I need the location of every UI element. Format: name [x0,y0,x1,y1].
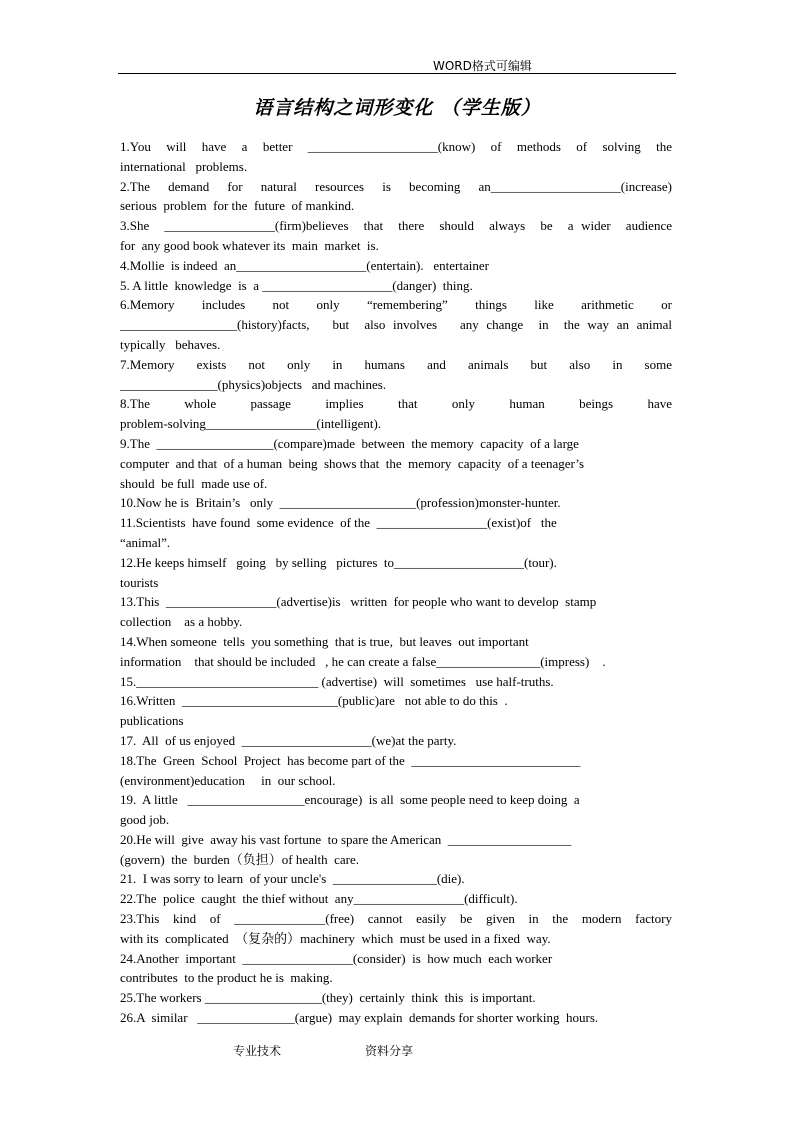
exercise-body [120,137,672,1028]
text-line: (govern) the burden（负担）of health care. [120,851,359,867]
text-line: with its complicated （复杂的）machinery which must be used in a fixed way. [120,930,551,946]
text-line: 22.The police caught the thief without any_________________(difficult). [120,891,518,907]
text-line: (environment)education in our school. [120,772,336,788]
text-line: 16.Written ________________________(public)are not able to do this . [120,693,508,709]
text-line: should be full made use of. [120,475,268,491]
text-line: 6.Memory includes not only “remembering” things like arithmetic or [120,297,672,313]
text-line: __________________(history)facts, but also involves any change in the way an animal [120,317,672,333]
text-line: 14.When someone tells you something that is true, but leaves out important [120,633,529,649]
text-line: 26.A similar _______________(argue) may explain demands for shorter working hours. [120,1010,599,1026]
text-line: 4.Mollie is indeed an____________________(entertain). entertainer [120,257,489,273]
text-line: 5. A little knowledge is a ____________________(danger) thing. [120,277,473,293]
text-line: _______________(physics)objects and machines. [120,376,387,392]
text-line: 17. All of us enjoyed ____________________(we)at the party. [120,732,457,748]
text-line: 13.This _________________(advertise)is written for people who want to develop stamp [120,594,597,610]
text-line: serious problem for the future of mankind. [120,198,355,214]
text-line: 2.The demand for natural resources is becoming an____________________(increase) [120,178,672,194]
footer-right: 资料分享 [365,1044,414,1058]
text-line: contributes to the product he is making. [120,970,333,986]
footer-left: 专业技术 [233,1044,282,1058]
text-line: for any good book whatever its main market is. [120,237,379,253]
text-line: 12.He keeps himself going by selling pictures to____________________(tour). [120,554,557,570]
text-line: information that should be included , he can create a false________________(impress) . [120,653,606,669]
header-rule [118,73,676,74]
text-line: 1.You will have a better ____________________(know) of methods of solving the [120,139,672,154]
page-title: 语言结构之词形变化 （学生版） [253,97,541,119]
text-line: tourists [120,574,159,590]
text-line: collection as a hobby. [120,614,243,630]
text-line: computer and that of a human being shows that the memory capacity of a teenager’s [120,455,585,471]
text-line: “animal”. [120,534,171,550]
text-line: 24.Another important _________________(consider) is how much each worker [120,950,553,966]
text-line: 10.Now he is Britain’s only _____________________(profession)monster-hunter. [120,495,561,511]
text-line: 19. A little __________________encourage) is all some people need to keep doing a [120,792,580,808]
text-line: typically behaves. [120,336,221,352]
text-line: 3.She _________________(firm)believes that there should always be a wider audience [120,218,672,234]
text-line: 7.Memory exists not only in humans and animals but also in some [120,356,672,372]
text-line: good job. [120,812,170,828]
text-line: 23.This kind of ______________(free) cannot easily be given in the modern factory [120,911,672,927]
text-line: 25.The workers __________________(they) certainly think this is important. [120,990,536,1006]
text-line: 11.Scientists have found some evidence of the _________________(exist)of the [120,515,557,531]
text-line: 15.____________________________ (advertise) will sometimes use half-truths. [120,673,554,689]
text-line: 21. I was sorry to learn of your uncle's ________________(die). [120,871,465,887]
text-line: 8.The whole passage implies that only human beings have [120,396,672,412]
text-line: 20.He will give away his vast fortune to spare the American ___________________ [120,831,572,847]
text-line: 18.The Green School Project has become part of the __________________________ [120,752,581,768]
text-line: problem-solving_________________(intelligent). [120,416,382,432]
text-line: publications [120,713,184,729]
header-text: WORD格式可编辑 [433,59,532,73]
text-line: international problems. [120,158,248,174]
text-line: 9.The __________________(compare)made between the memory capacity of a large [120,435,579,451]
